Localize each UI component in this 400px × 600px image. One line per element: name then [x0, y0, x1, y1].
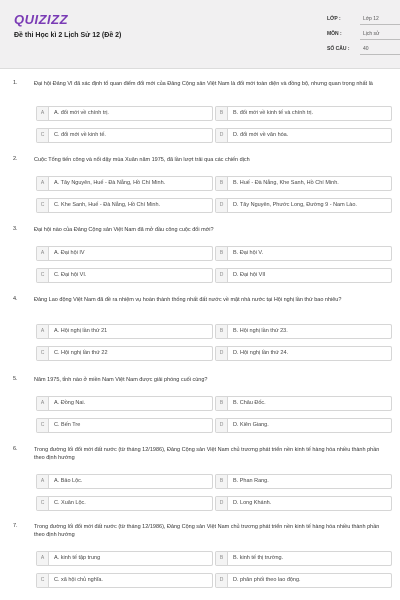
meta-underline	[360, 39, 400, 40]
option-letter: A	[37, 107, 49, 120]
option-letter: B	[216, 107, 228, 120]
option-b[interactable]	[215, 106, 392, 121]
option-letter: C	[37, 497, 49, 510]
option-text: D. Long Khánh.	[233, 500, 272, 506]
option-c[interactable]	[36, 496, 213, 511]
option-text: C. Khe Sanh, Huế - Đà Nẵng, Hồ Chí Minh.	[54, 202, 161, 208]
option-text: C. Đại hội VI.	[54, 272, 87, 278]
question-text: Năm 1975, tỉnh nào ở miền Nam Việt Nam được giải phóng cuối cùng?	[34, 377, 208, 383]
option-d[interactable]	[215, 268, 392, 283]
worksheet-header	[0, 0, 400, 69]
option-text: B. Phan Rang.	[233, 478, 269, 484]
option-b[interactable]	[215, 474, 392, 489]
meta-label: LỚP :	[327, 16, 341, 22]
option-letter: C	[37, 199, 49, 212]
option-c[interactable]	[36, 418, 213, 433]
option-text: B. Huế - Đà Nẵng, Khe Sanh, Hồ Chí Minh.	[233, 180, 339, 186]
option-text: A. Tây Nguyên, Huế - Đà Nẵng, Hồ Chí Minh.	[54, 180, 166, 186]
option-letter: D	[216, 574, 228, 587]
option-c[interactable]	[36, 198, 213, 213]
option-letter: A	[37, 247, 49, 260]
option-letter: C	[37, 574, 49, 587]
option-d[interactable]	[215, 128, 392, 143]
option-c[interactable]	[36, 268, 213, 283]
option-d[interactable]	[215, 496, 392, 511]
question-text: Trong đường lối đổi mới đất nước (từ tháng 12/1986), Đảng Cộng sản Việt Nam chủ trương phát triển nền kinh tế hàng hóa nhiều thành phần theo định hướng	[34, 447, 380, 461]
meta-underline	[360, 24, 400, 25]
option-letter: D	[216, 269, 228, 282]
option-text: B. Hội nghị lần thứ 23.	[233, 328, 288, 334]
worksheet-title: Đề thi Học kì 2 Lịch Sử 12 (Đề 2)	[14, 32, 122, 39]
question-text: Đại hội nào của Đảng Cộng sản Việt Nam đã mở đầu công cuộc đổi mới?	[34, 227, 214, 233]
option-b[interactable]	[215, 246, 392, 261]
option-text: C. Bến Tre	[54, 422, 81, 428]
meta-subject-row	[327, 29, 387, 41]
option-b[interactable]	[215, 176, 392, 191]
option-text: C. xã hội chủ nghĩa.	[54, 577, 103, 583]
option-letter: C	[37, 347, 49, 360]
option-b[interactable]	[215, 551, 392, 566]
meta-underline	[360, 54, 400, 55]
question-text: Đảng Lao động Việt Nam đã đề ra nhiệm vụ hoàn thành thống nhất đất nước về mặt nhà nước tại Hội nghị lần thứ bao nhiêu?	[34, 297, 342, 303]
option-letter: C	[37, 129, 49, 142]
option-text: A. kinh tế tập trung	[54, 555, 101, 561]
option-text: B. đổi mới về kinh tế và chính trị.	[233, 110, 314, 116]
option-letter: A	[37, 177, 49, 190]
quizizz-logo: QUIZIZZ	[14, 12, 69, 27]
option-letter: C	[37, 269, 49, 282]
option-text: B. Châu Đốc.	[233, 400, 266, 406]
option-text: D. đổi mới về văn hóa.	[233, 132, 289, 138]
option-text: B. Đại hội V.	[233, 250, 264, 256]
question-text: Đại hội Đảng VI đã xác định tổ quan điểm đổi mới của Đảng Cộng sản Việt Nam là đổi mới toàn diện và đồng bộ, nhưng quan trọng nhất là	[34, 81, 373, 87]
option-text: D. Hội nghị lần thứ 24.	[233, 350, 289, 356]
option-a[interactable]	[36, 474, 213, 489]
option-c[interactable]	[36, 346, 213, 361]
option-a[interactable]	[36, 324, 213, 339]
option-letter: B	[216, 177, 228, 190]
option-letter: A	[37, 475, 49, 488]
meta-value: 40	[363, 46, 369, 52]
option-text: B. kinh tế thị trường.	[233, 555, 284, 561]
option-text: A. Bảo Lộc.	[54, 478, 83, 484]
option-letter: A	[37, 325, 49, 338]
option-letter: B	[216, 397, 228, 410]
option-a[interactable]	[36, 106, 213, 121]
question-number: 4.	[13, 296, 18, 302]
meta-label: SỐ CÂU :	[327, 46, 350, 52]
option-a[interactable]	[36, 246, 213, 261]
question-number: 7.	[13, 523, 18, 529]
option-letter: B	[216, 247, 228, 260]
option-letter: A	[37, 552, 49, 565]
option-d[interactable]	[215, 573, 392, 588]
option-text: A. đổi mới về chính trị.	[54, 110, 109, 116]
question-number: 1.	[13, 80, 18, 86]
question-text: Cuộc Tổng tiến công và nổi dậy mùa Xuân năm 1975, đã lần lượt trải qua các chiến dịch	[34, 157, 250, 163]
option-letter: D	[216, 497, 228, 510]
option-b[interactable]	[215, 324, 392, 339]
option-text: C. Hội nghị lần thứ 22	[54, 350, 108, 356]
question-number: 3.	[13, 226, 18, 232]
option-c[interactable]	[36, 128, 213, 143]
option-c[interactable]	[36, 573, 213, 588]
option-d[interactable]	[215, 418, 392, 433]
option-letter: D	[216, 347, 228, 360]
option-text: D. Tây Nguyên, Phước Long, Đường 9 - Nam Lào.	[233, 202, 357, 208]
option-d[interactable]	[215, 346, 392, 361]
meta-value: Lớp 12	[363, 16, 379, 22]
meta-class-row	[327, 14, 387, 26]
meta-count-row	[327, 44, 387, 56]
option-text: D. phân phối theo lao động.	[233, 577, 301, 583]
question-text: Trong đường lối đổi mới đất nước (từ tháng 12/1986), Đảng Cộng sản Việt Nam chủ trương phát triển nền kinh tế hàng hóa nhiều thành phần theo định hướng	[34, 524, 380, 538]
option-a[interactable]	[36, 551, 213, 566]
option-a[interactable]	[36, 176, 213, 191]
question-number: 5.	[13, 376, 18, 382]
option-letter: A	[37, 397, 49, 410]
option-text: A. Hội nghị lần thứ 21	[54, 328, 108, 334]
meta-label: MÔN :	[327, 31, 342, 37]
option-letter: D	[216, 419, 228, 432]
option-text: C. Xuân Lộc.	[54, 500, 86, 506]
option-letter: D	[216, 199, 228, 212]
option-text: D. Kiên Giang.	[233, 422, 269, 428]
option-b[interactable]	[215, 396, 392, 411]
option-text: C. đổi mới về kinh tế.	[54, 132, 106, 138]
option-letter: D	[216, 129, 228, 142]
meta-value: Lịch sử	[363, 31, 380, 37]
option-text: D. Đại hội VII	[233, 272, 266, 278]
option-letter: B	[216, 475, 228, 488]
question-number: 2.	[13, 156, 18, 162]
option-text: A. Đại hội IV	[54, 250, 85, 256]
option-letter: C	[37, 419, 49, 432]
option-d[interactable]	[215, 198, 392, 213]
option-letter: B	[216, 552, 228, 565]
option-a[interactable]	[36, 396, 213, 411]
option-text: A. Đồng Nai.	[54, 400, 86, 406]
question-number: 6.	[13, 446, 18, 452]
option-letter: B	[216, 325, 228, 338]
